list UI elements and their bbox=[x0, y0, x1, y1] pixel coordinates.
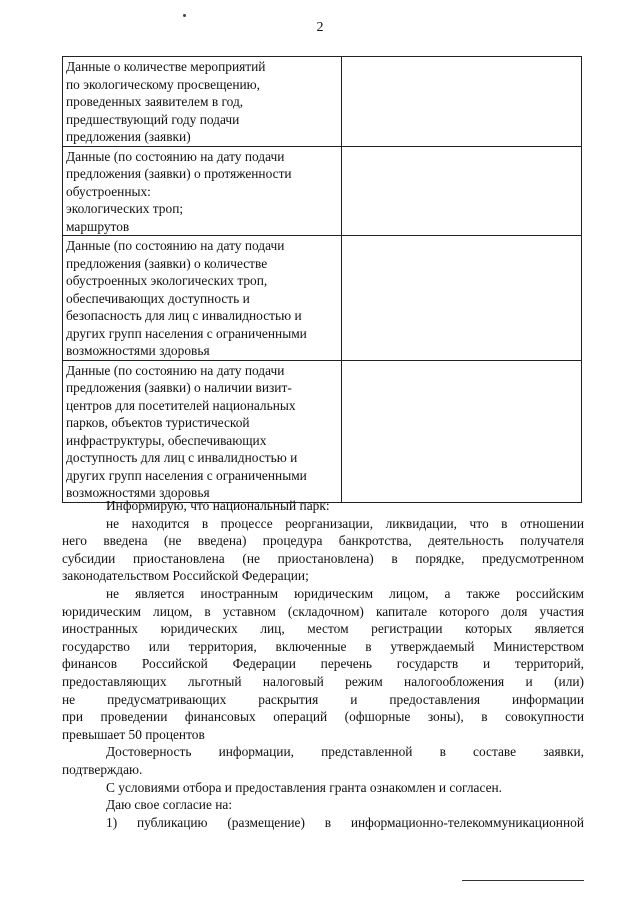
row-label-line: безопасность для лиц с инвалидностью и bbox=[66, 308, 302, 323]
row-label-line: маршрутов bbox=[66, 218, 130, 234]
consent-item-1 bbox=[62, 814, 584, 832]
row-value-cell[interactable] bbox=[342, 236, 582, 361]
text-line: иностранных юридических лиц, местом регистрации которых является bbox=[62, 621, 584, 637]
row-label-line: предложения (заявки) о количестве bbox=[66, 255, 268, 271]
page-number: 2 bbox=[316, 20, 324, 35]
row-label-line: доступность для лиц с инвалидностью и bbox=[66, 450, 298, 465]
row-value-cell[interactable] bbox=[342, 57, 582, 147]
row-label-cell bbox=[63, 360, 342, 502]
row-value-cell[interactable] bbox=[342, 146, 582, 236]
table-row bbox=[63, 146, 582, 236]
text-line: превышает 50 процентов bbox=[62, 726, 205, 742]
table-row bbox=[63, 57, 582, 147]
row-label-line: парков, объектов туристической bbox=[66, 415, 250, 430]
text-line: при проведении финансовых операций (офшорные зоны), в совокупности bbox=[62, 709, 584, 725]
text-line: 1) публикацию (размещение) в информационно-телекоммуникационной bbox=[106, 814, 584, 830]
row-label-line: предложения (заявки) о протяженности bbox=[66, 166, 292, 181]
table-row bbox=[63, 360, 582, 502]
row-label-line: предложения (заявки) bbox=[66, 129, 191, 144]
row-label-cell bbox=[63, 57, 342, 147]
row-label-line: экологических троп; bbox=[66, 201, 184, 216]
text-line: субсидии приостановлена (не приостановлена) в порядке, предусмотренном bbox=[62, 550, 584, 566]
text-line: не находится в процессе реорганизации, ликвидации, что в отношении bbox=[106, 515, 584, 531]
row-value-cell[interactable] bbox=[342, 360, 582, 502]
row-label-line: Данные (по состоянию на дату подачи bbox=[66, 238, 285, 253]
footer-rule bbox=[462, 880, 584, 881]
row-label-line: проведенных заявителем в год, bbox=[66, 94, 244, 109]
row-label-line: Данные (по состоянию на дату подачи bbox=[66, 148, 285, 164]
text-line: юридическим лицом, в уставном (складочном) капитале которого доля участия bbox=[62, 603, 584, 619]
text-line: подтверждаю. bbox=[62, 761, 143, 777]
table-row bbox=[63, 236, 582, 361]
row-label-line: Данные (по состоянию на дату подачи bbox=[66, 362, 285, 378]
text-line: не предусматривающих раскрытия и предоставления информации bbox=[62, 691, 584, 707]
text-line: предоставляющих льготный налоговый режим налогообложения и (или) bbox=[62, 673, 584, 689]
row-label-line: возможностями здоровья bbox=[66, 485, 210, 500]
intro-paragraph: Информирую, что национальный парк: bbox=[106, 498, 330, 513]
text-line: не является иностранным юридическим лицом, а также российским bbox=[106, 585, 584, 601]
body-text bbox=[62, 497, 584, 831]
row-label-line: возможностями здоровья bbox=[66, 343, 210, 358]
agreement-paragraph: С условиями отбора и предоставления гранта ознакомлен и согласен. bbox=[106, 779, 503, 795]
text-line: государство или территория, включенные в утверждаемый Министерством bbox=[62, 638, 584, 654]
row-label-line: обеспечивающих доступность и bbox=[66, 290, 250, 306]
row-label-line: других групп населения с ограниченными bbox=[66, 467, 307, 483]
confirmation-paragraph bbox=[62, 743, 584, 778]
text-line: него введена (не введена) процедура банкротства, деятельность получателя bbox=[62, 533, 584, 549]
row-label-line: обустроенных: bbox=[66, 183, 151, 199]
row-label-line: обустроенных экологических троп, bbox=[66, 273, 268, 288]
row-label-line: по экологическому просвещению, bbox=[66, 76, 261, 92]
row-label-cell bbox=[63, 146, 342, 236]
row-label-line: других групп населения с ограниченными bbox=[66, 325, 307, 341]
data-table bbox=[62, 56, 582, 503]
row-label-line: предшествующий году подачи bbox=[66, 111, 240, 127]
text-line: законодательством Российской Федерации; bbox=[62, 568, 309, 584]
text-line: финансов Российской Федерации перечень государств и территорий, bbox=[62, 656, 584, 672]
scan-speck bbox=[183, 14, 186, 17]
row-label-line: инфраструктуры, обеспечивающих bbox=[66, 432, 267, 448]
text-line: Достоверность информации, представленной в составе заявки, bbox=[106, 744, 584, 760]
row-label-line: центров для посетителей национальных bbox=[66, 397, 296, 413]
row-label-line: Данные о количестве мероприятий bbox=[66, 59, 266, 74]
consent-paragraph: Даю свое согласие на: bbox=[106, 797, 233, 813]
row-label-line: предложения (заявки) о наличии визит- bbox=[66, 380, 292, 395]
foreign-entity-paragraph bbox=[62, 585, 584, 743]
status-paragraph bbox=[62, 515, 584, 585]
row-label-cell bbox=[63, 236, 342, 361]
